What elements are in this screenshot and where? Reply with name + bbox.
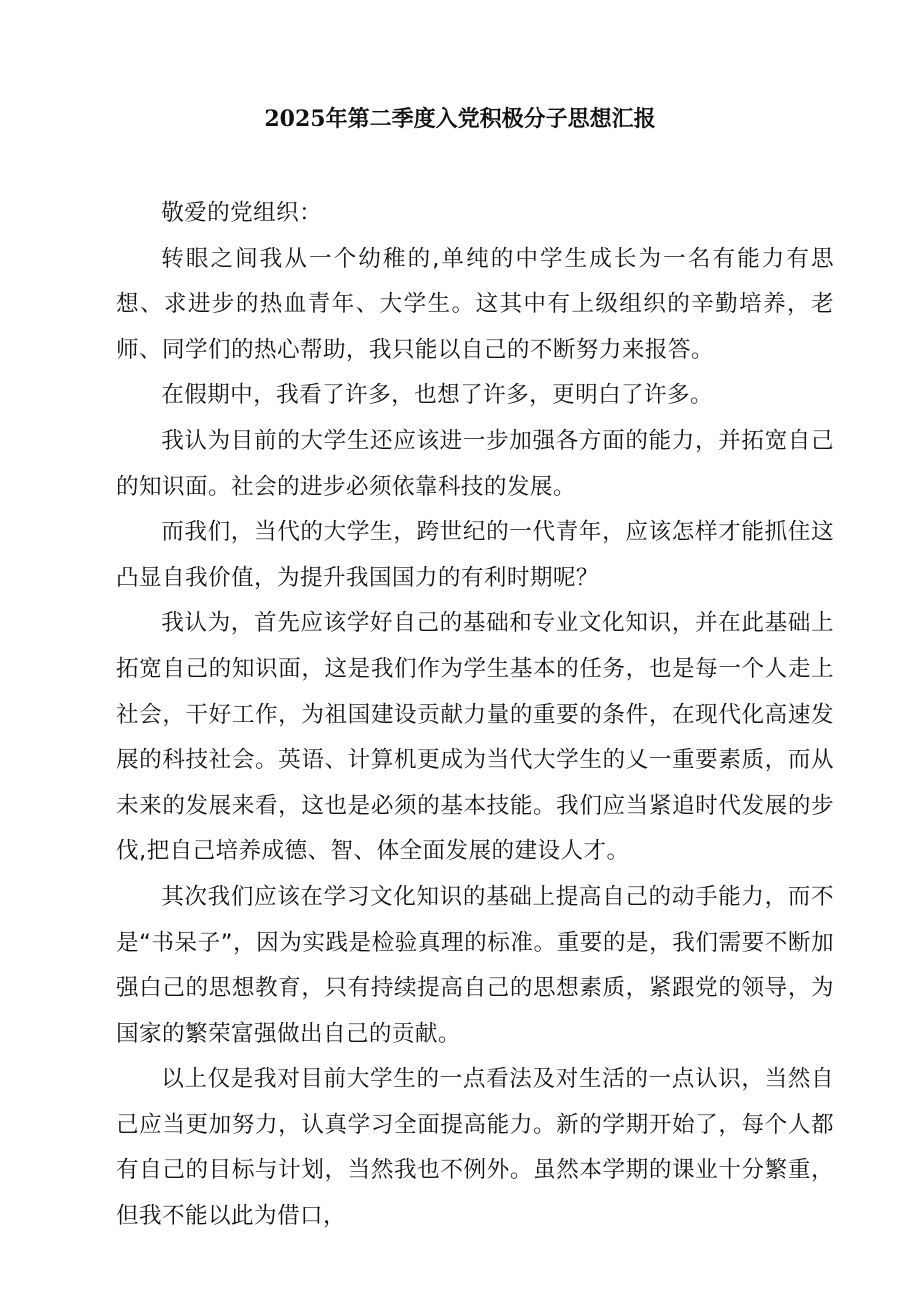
paragraph-1: 转眼之间我从一个幼稚的,单纯的中学生成长为一名有能力有思想、求进步的热血青年、大学生。这其中有上级组织的辛勤培养，老师、同学们的热心帮助，我只能以自己的不断努力来报答。 <box>116 245 834 363</box>
document-body <box>116 191 834 1240</box>
paragraph-7: 以上仅是我对目前大学生的一点看法及对生活的一点认识，当然自己应当更加努力，认真学习全面提高能力。新的学期开始了，每个人都有自己的目标与计划，当然我也不例外。虽然本学期的课业十分繁重，但我不能以此为借口， <box>116 1066 834 1230</box>
paragraph-6: 其次我们应该在学习文化知识的基础上提高自己的动手能力，而不是“书呆子”，因为实践是检验真理的标准。重要的是，我们需要不断加强白己的思想教育，只有持续提高自己的思想素质，紧跟党的领导，为国家的繁荣富强做出自己的贡献。 <box>116 883 834 1047</box>
salutation: 敬爱的党组织： <box>161 200 323 226</box>
paragraph-4: 而我们，当代的大学生，跨世纪的一代青年，应该怎样才能抓住这凸显自我价值，为提升我国国力的有利时期呢？ <box>116 519 834 591</box>
paragraph-5: 我认为，首先应该学好自己的基础和专业文化知识，并在此基础上拓宽自己的知识面，这是我们作为学生基本的任务，也是每一个人走上社会，干好工作，为祖国建设贡献力量的重要的条件，在现代化高速发展的科技社会。英语、计算机更成为当代大学生的乂一重要素质，而从未来的发展来看，这也是必须的基本技能。我们应当紧追时代发展的步伐,把自己培养成德、智、体全面发展的建设人才。 <box>116 610 834 865</box>
paragraph-3: 我认为目前的大学生还应该进一步加强各方面的能力，并拓宽自己的知识面。社会的进步必须依靠科技的发展。 <box>116 427 834 500</box>
paragraph-2: 在假期中，我看了许多，也想了许多，更明白了许多。 <box>161 382 714 409</box>
document-title: 2025年第二季度入党积极分子思想汇报 <box>264 106 656 132</box>
